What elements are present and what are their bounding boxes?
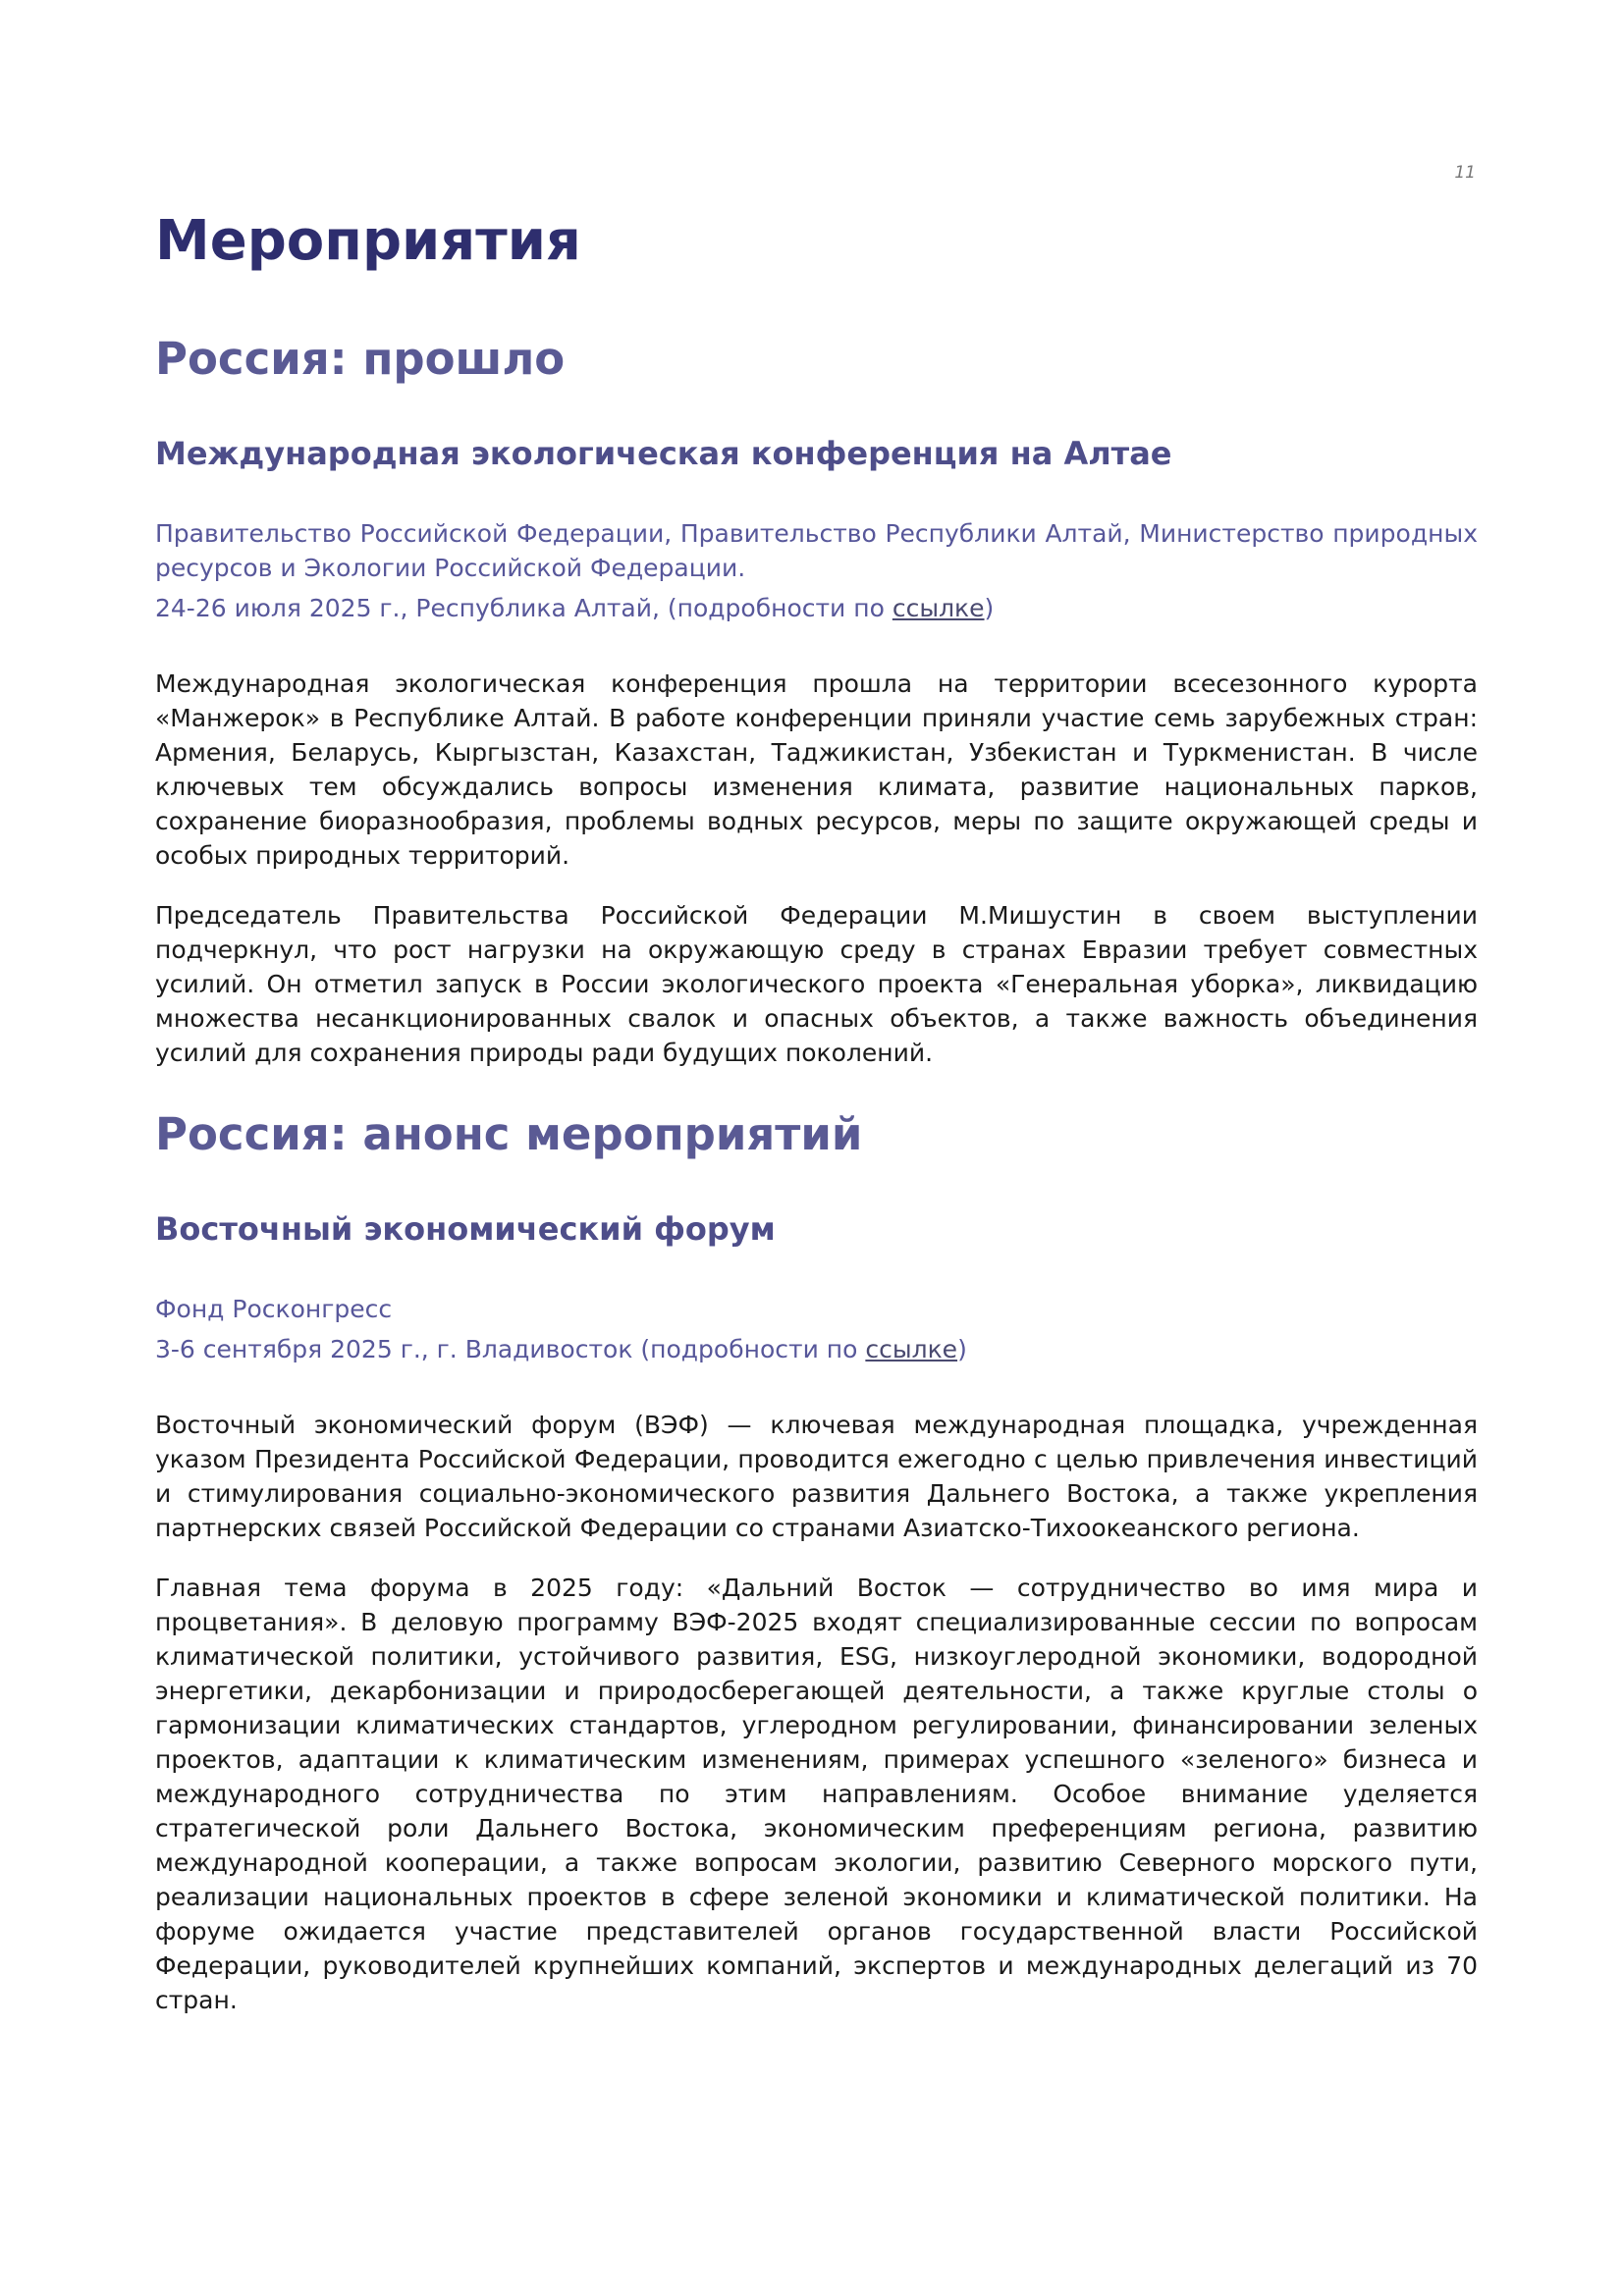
page-content [155,202,1478,2017]
event-date-place [155,591,1478,625]
event-paragraph: Главная тема форума в 2025 году: «Дальний Восток — сотрудничество во имя мира и процветания». В деловую программу ВЭФ-2025 входят специализированные сессии по вопросам климатической политики, устойчивого развития, ESG, низкоуглеродной экономики, водородной энергетики, декарбонизации и природосберегающей деятельности, а также круглые столы о гармонизации климатических стандартов, углеродном регулировании, финансировании зеленых проектов, адаптации к климатическим изменениям, примерах успешного «зеленого» бизнеса и международного сотрудничества по этим направлениям. Особое внимание уделяется стратегической роли Дальнего Востока, экономическим преференциям региона, развитию международной кооперации, а также вопросам экологии, развитию Северного морского пути, реализации национальных проектов в сфере зеленой экономики и климатической политики. На форуме ожидается участие представителей органов государственной власти Российской Федерации, руководителей крупнейших компаний, экспертов и международных делегаций из 70 стран. [155,1574,1478,2014]
event-organizers: Фонд Росконгресс [155,1295,393,1323]
page-title: Мероприятия [155,209,581,273]
event-paragraph: Председатель Правительства Российской Федерации М.Мишустин в своем выступлении подчеркнул, что рост нагрузки на окружающую среду в странах Евразии требует совместных усилий. Он отметил запуск в России экологического проекта «Генеральная уборка», ликвидацию множества несанкционированных свалок и опасных объектов, а также важность объединения усилий для сохранения природы ради будущих поколений. [155,901,1478,1067]
page-number: 11 [1454,163,1476,183]
event-title-eastern-forum: Восточный экономический форум [155,1210,776,1248]
event-title-altai-conference: Международная экологическая конференция на Алтае [155,435,1172,472]
event-paragraph: Восточный экономический форум (ВЭФ) — ключевая международная площадка, учрежденная указом Президента Российской Федерации, проводится ежегодно с целью привлечения инвестиций и стимулирования социально-экономического развития Дальнего Востока, а также укрепления партнерских связей Российской Федерации со странами Азиатско-Тихоокеанского региона. [155,1411,1478,1542]
event-date-text: 24-26 июля 2025 г., Республика Алтай, (подробности по [155,594,893,622]
event-date-tail: ) [957,1335,967,1363]
event-date-place [155,1332,1478,1366]
event-paragraph: Международная экологическая конференция прошла на территории всесезонного курорта «Манжерок» в Республике Алтай. В работе конференции приняли участие семь зарубежных стран: Армения, Беларусь, Кыргызстан, Казахстан, Таджикистан, Узбекистан и Туркменистан. В числе ключевых тем обсуждались вопросы изменения климата, развитие национальных парков, сохранение биоразнообразия, проблемы водных ресурсов, меры по защите окружающей среды и особых природных территорий. [155,669,1478,870]
event-date-tail: ) [984,594,995,622]
details-link[interactable]: ссылке [892,594,985,622]
event-date-text: 3-6 сентября 2025 г., г. Владивосток (подробности по [155,1335,866,1363]
event-organizers: Правительство Российской Федерации, Правительство Республики Алтай, Министерство природных ресурсов и Экологии Российской Федерации. [155,519,1478,582]
section-heading-announce: Россия: анонс мероприятий [155,1108,863,1160]
details-link[interactable]: ссылке [865,1335,958,1363]
section-heading-past: Россия: прошло [155,333,566,385]
